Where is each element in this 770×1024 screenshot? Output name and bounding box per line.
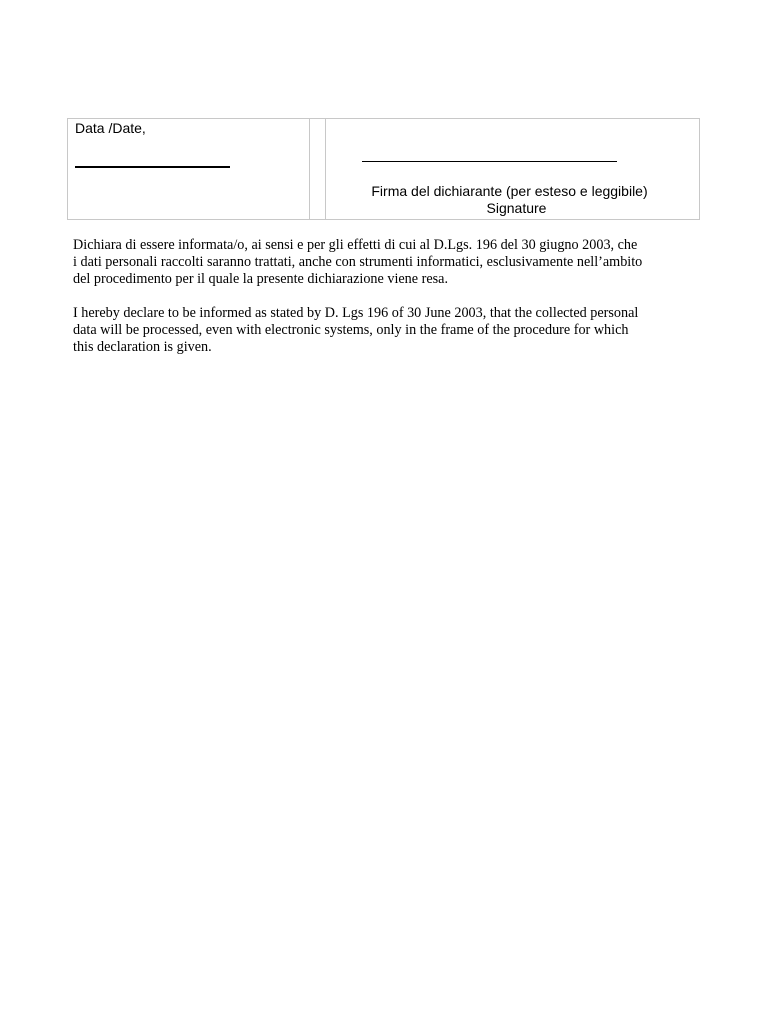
- declaration-english-line: data will be processed, even with electronic systems, only in the frame of the procedure for which: [73, 322, 629, 339]
- signature-table: [67, 118, 700, 220]
- declaration-english-line: I hereby declare to be informed as stated by D. Lgs 196 of 30 June 2003, that the collected personal: [73, 305, 639, 321]
- declaration-italian-line: del procedimento per il quale la presente dichiarazione viene resa.: [73, 271, 449, 288]
- declaration-english-line: this declaration is given.: [73, 339, 212, 356]
- date-blank-line: [75, 166, 230, 168]
- signature-caption-italian: Firma del dichiarante (per esteso e leggibile): [371, 183, 648, 199]
- signature-caption: [326, 183, 699, 217]
- declaration-italian-line: i dati personali raccolti saranno trattati, anche con strumenti informatici, esclusivamente nell’ambito: [73, 254, 643, 271]
- declaration-italian-line: Dichiara di essere informata/o, ai sensi e per gli effetti di cui al D.Lgs. 196 del 30 giugno 2003, che: [73, 237, 638, 253]
- date-cell: [68, 119, 310, 219]
- signature-caption-english: Signature: [486, 200, 547, 216]
- signature-blank-line: [362, 161, 617, 162]
- signature-cell: [326, 119, 699, 219]
- spacer-cell: [310, 119, 326, 219]
- date-label: Data /Date,: [75, 120, 146, 136]
- declaration-english: [73, 305, 703, 357]
- declaration-italian: [73, 237, 703, 289]
